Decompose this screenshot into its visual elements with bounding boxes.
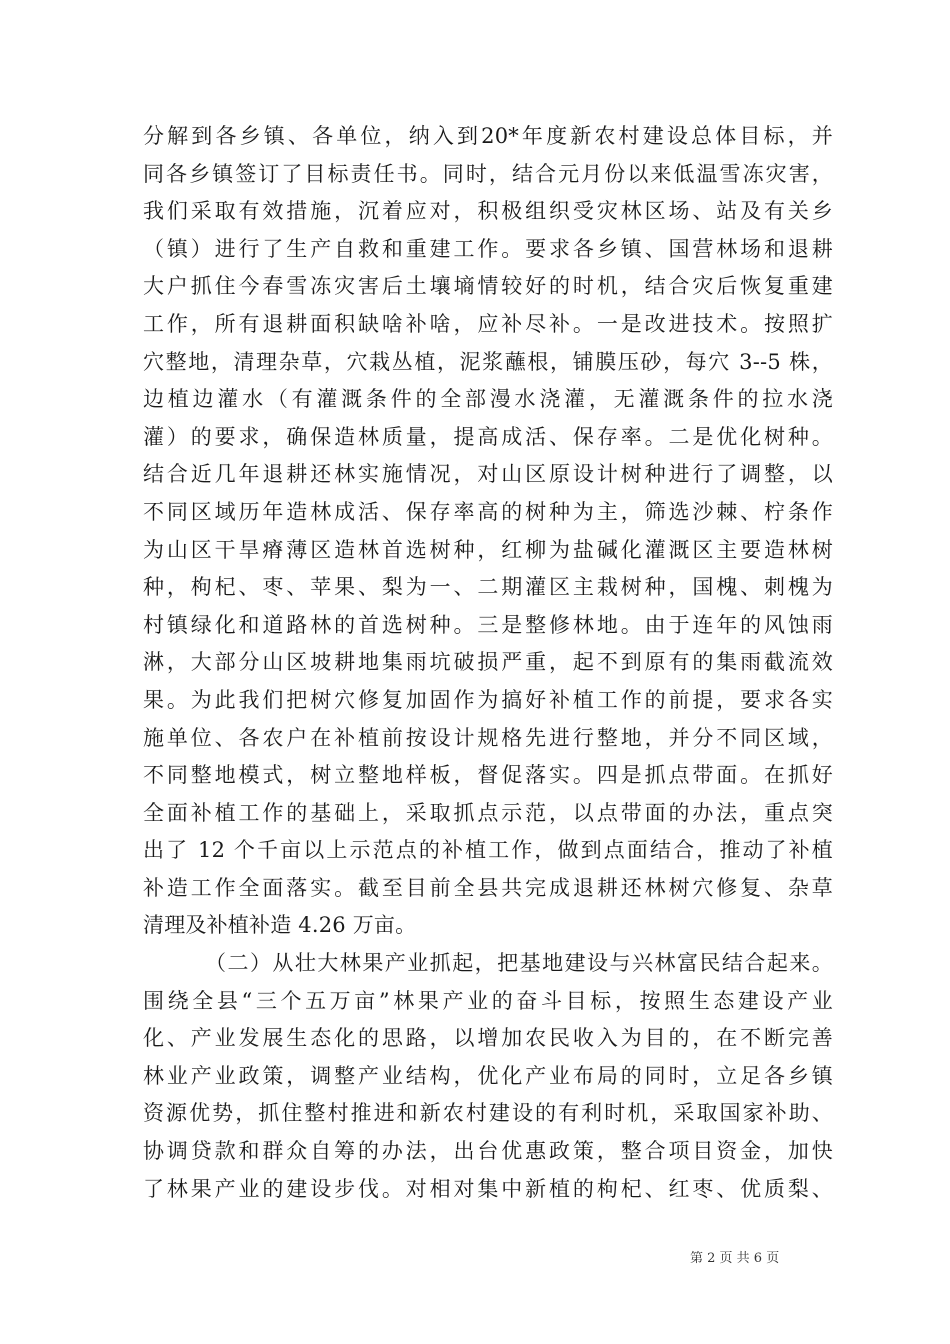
text-line: 化、产业发展生态化的思路，以增加农民收入为目的，在不断完善 (143, 1026, 833, 1051)
text-line: 淋，大部分山区坡耕地集雨坑破损严重，起不到原有的集雨截流效 (143, 650, 833, 675)
page-number-footer: 第 2 页 共 6 页 (690, 1251, 780, 1266)
section-heading-line: （二）从壮大林果产业抓起，把基地建设与兴林富民结合起来。 (205, 951, 833, 976)
text-line: 补造工作全面落实。截至目前全县共完成退耕还林树穴修复、杂草 (143, 875, 833, 900)
text-line: 分解到各乡镇、各单位，纳入到20*年度新农村建设总体目标，并 (143, 124, 833, 148)
text-line: 不同整地模式，树立整地样板，督促落实。四是抓点带面。在抓好 (143, 763, 833, 788)
text-line: 灌）的要求，确保造林质量，提高成活、保存率。二是优化树种。 (143, 424, 833, 449)
text-line: 同各乡镇签订了目标责任书。同时，结合元月份以来低温雪冻灾害， (143, 161, 833, 186)
text-line: 资源优势，抓住整村推进和新农村建设的有利时机，采取国家补助、 (143, 1101, 833, 1126)
text-line: 了林果产业的建设步伐。对相对集中新植的枸杞、红枣、优质梨、 (143, 1176, 833, 1201)
text-line: 工作，所有退耕面积缺啥补啥，应补尽补。一是改进技术。按照扩 (143, 311, 833, 336)
text-line: 边植边灌水（有灌溉条件的全部漫水浇灌，无灌溉条件的拉水浇 (143, 387, 833, 412)
text-line: 种，枸杞、枣、苹果、梨为一、二期灌区主栽树种，国槐、刺槐为 (143, 575, 833, 600)
text-line: 协调贷款和群众自筹的办法，出台优惠政策，整合项目资金，加快 (143, 1139, 833, 1164)
text-line: （镇）进行了生产自救和重建工作。要求各乡镇、国营林场和退耕 (143, 236, 833, 261)
text-line: 不同区域历年造林成活、保存率高的树种为主，筛选沙棘、柠条作 (143, 499, 833, 524)
paragraph-2 (143, 945, 833, 1208)
text-line: 结合近几年退耕还林实施情况，对山区原设计树种进行了调整，以 (143, 462, 833, 487)
text-line: 我们采取有效措施，沉着应对，积极组织受灾林区场、站及有关乡 (143, 199, 833, 224)
text-line: 施单位、各农户在补植前按设计规格先进行整地，并分不同区域， (143, 725, 833, 750)
text-line: 林业产业政策，调整产业结构，优化产业布局的同时，立足各乡镇 (143, 1063, 833, 1088)
paragraph-1 (143, 118, 833, 945)
text-line: 果。为此我们把树穴修复加固作为搞好补植工作的前提，要求各实 (143, 687, 833, 712)
text-line: 全面补植工作的基础上，采取抓点示范，以点带面的办法，重点突 (143, 800, 833, 825)
text-line: 出了 12 个千亩以上示范点的补植工作，做到点面结合，推动了补植 (143, 838, 833, 863)
text-line: 为山区干旱瘠薄区造林首选树种，红柳为盐碱化灌溉区主要造林树 (143, 537, 833, 562)
text-line: 围绕全县“三个五万亩”林果产业的奋斗目标，按照生态建设产业 (143, 988, 833, 1013)
body-text (143, 118, 833, 1208)
text-line: 大户抓住今春雪冻灾害后土壤墒情较好的时机，结合灾后恢复重建 (143, 274, 833, 299)
text-line: 穴整地，清理杂草，穴栽丛植，泥浆蘸根，铺膜压砂，每穴 3--5 株， (143, 349, 833, 374)
text-line: 清理及补植补造 4.26 万亩。 (143, 913, 417, 938)
text-line: 村镇绿化和道路林的首选树种。三是整修林地。由于连年的风蚀雨 (143, 612, 833, 637)
